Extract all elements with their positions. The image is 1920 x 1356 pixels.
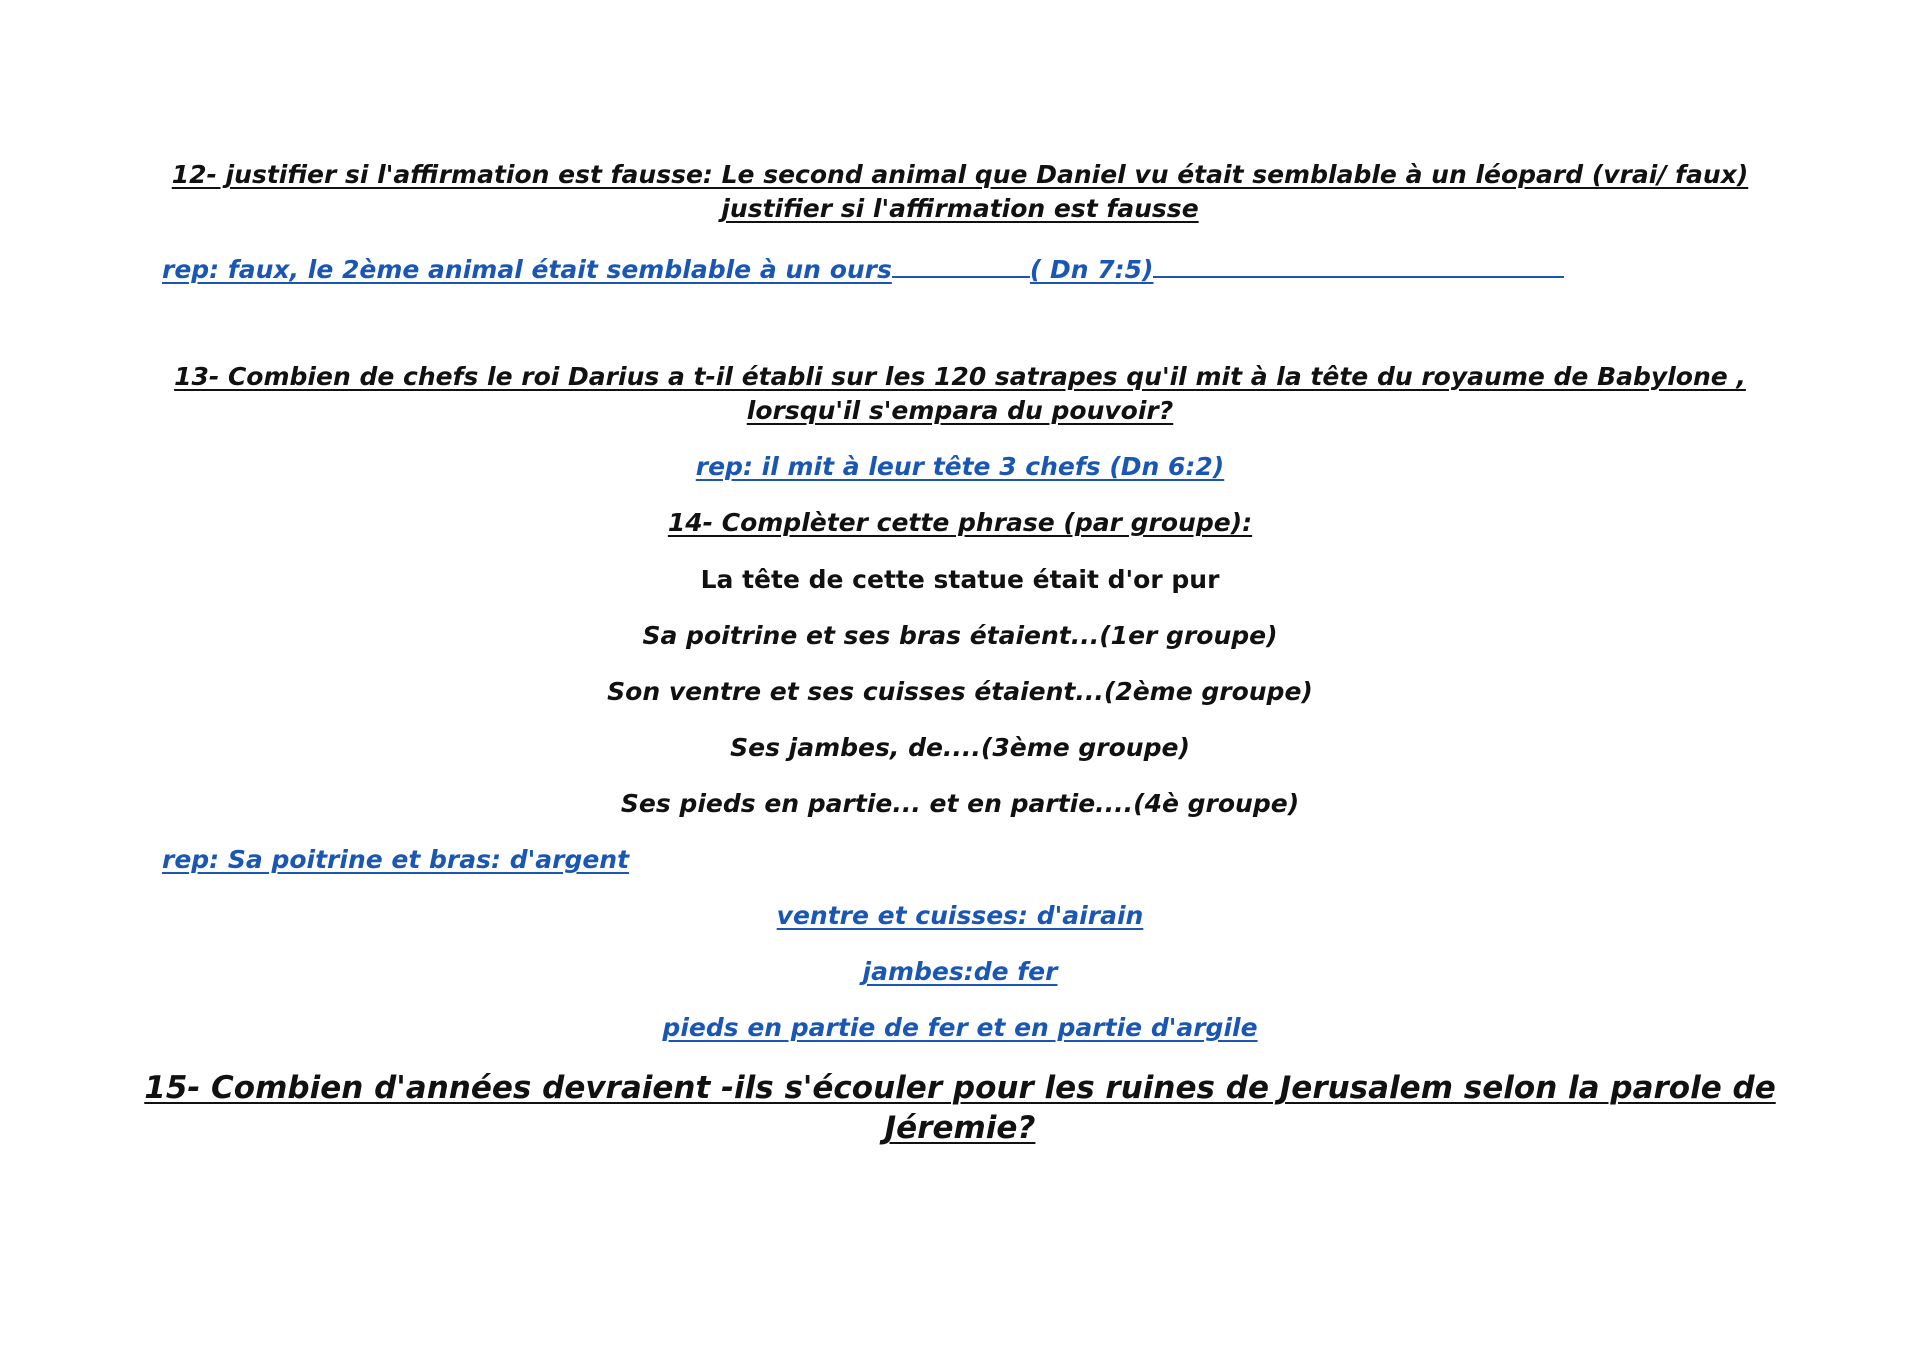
q15-question-line2: Jéremie?	[884, 1110, 1036, 1146]
answer-blank-line	[1153, 248, 1564, 278]
q14-title: 14- Complèter cette phrase (par groupe):	[667, 508, 1253, 537]
q15-question-line1: 15- Combien d'années devraient -ils s'écouler pour les ruines de Jerusalem selon la parole de	[144, 1070, 1776, 1106]
q12-question-line1: 12- justifier si l'affirmation est fausse: Le second animal que Daniel vu était semblable à un léopard (vrai/ faux)	[171, 160, 1749, 189]
q14-answer: ventre et cuisses: d'airain	[776, 901, 1144, 930]
q12-question-line2: justifier si l'affirmation est fausse	[721, 194, 1199, 223]
q12-answer-text: rep: faux, le 2ème animal était semblable à un ours	[162, 255, 892, 284]
answer-blank-line	[892, 248, 1030, 278]
q14-statement: Sa poitrine et ses bras étaient...(1er groupe)	[642, 621, 1278, 650]
q14-statement: La tête de cette statue était d'or pur	[700, 565, 1220, 594]
q14-answer: pieds en partie de fer et en partie d'argile	[662, 1013, 1258, 1042]
q14-answer: jambes:de fer	[862, 957, 1058, 986]
q12-answer	[162, 248, 1564, 287]
q13-question-line2: lorsqu'il s'empara du pouvoir?	[746, 396, 1174, 425]
q14-statement: Ses jambes, de....(3ème groupe)	[730, 733, 1190, 762]
q12-answer-reference: ( Dn 7:5)	[1029, 255, 1154, 284]
q14-statement: Son ventre et ses cuisses étaient...(2ème groupe)	[607, 677, 1313, 706]
q14-statement: Ses pieds en partie... et en partie....(4è groupe)	[620, 789, 1300, 818]
q14-answer: rep: Sa poitrine et bras: d'argent	[162, 845, 630, 874]
q13-answer: rep: il mit à leur tête 3 chefs (Dn 6:2)	[695, 452, 1225, 481]
q13-question-line1: 13- Combien de chefs le roi Darius a t-il établi sur les 120 satrapes qu'il mit à la tête du royaume de Babylone ,	[174, 362, 1746, 391]
